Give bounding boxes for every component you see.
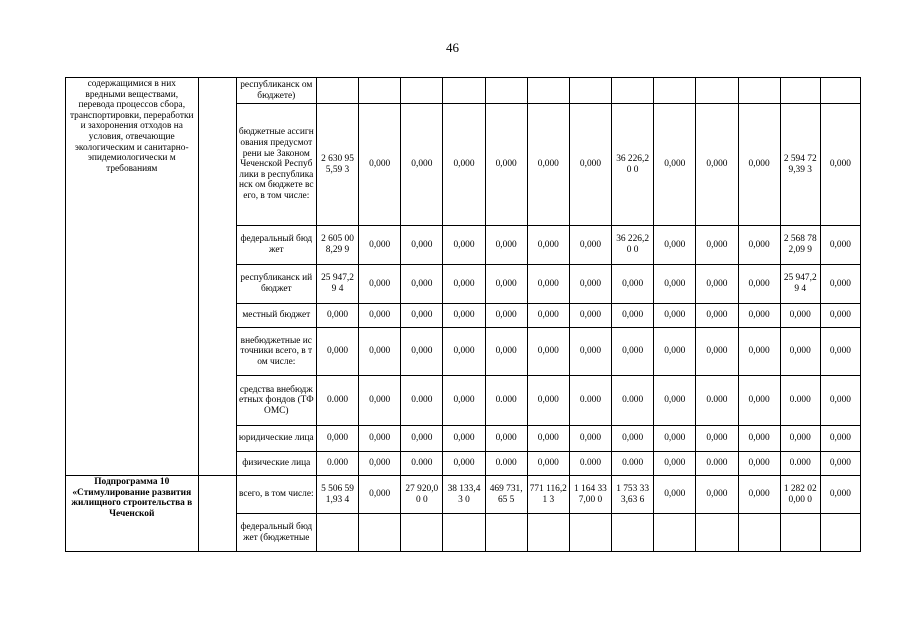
- value-cell: 0,000: [316, 426, 358, 452]
- value-cell: 0,000: [569, 104, 611, 226]
- value-cell: [820, 514, 860, 552]
- value-cell: 0,000: [738, 104, 780, 226]
- value-cell: 0,000: [820, 304, 860, 328]
- value-cell: 0,000: [359, 376, 401, 426]
- value-cell: [359, 78, 401, 104]
- funding-source-cell: республиканск ом бюджете): [236, 78, 316, 104]
- value-cell: 0,000: [485, 426, 527, 452]
- value-cell: 0,000: [820, 426, 860, 452]
- value-cell: [401, 514, 443, 552]
- value-cell: 0,000: [612, 265, 654, 304]
- value-cell: 0,000: [738, 265, 780, 304]
- value-cell: [654, 514, 696, 552]
- value-cell: 0,000: [820, 104, 860, 226]
- value-cell: 0,000: [443, 265, 485, 304]
- value-cell: [612, 514, 654, 552]
- value-cell: 0,000: [569, 226, 611, 265]
- value-cell: 0,000: [316, 328, 358, 376]
- value-cell: 0,000: [359, 304, 401, 328]
- table-row: [66, 476, 861, 514]
- value-cell: 0,000: [780, 328, 820, 376]
- value-cell: 0,000: [443, 452, 485, 476]
- value-cell: 0.000: [401, 452, 443, 476]
- value-cell: 0,000: [780, 426, 820, 452]
- value-cell: [485, 514, 527, 552]
- value-cell: 0.000: [780, 452, 820, 476]
- value-cell: [780, 78, 820, 104]
- value-cell: 0,000: [443, 104, 485, 226]
- value-cell: 0,000: [569, 265, 611, 304]
- value-cell: [738, 78, 780, 104]
- value-cell: 0,000: [527, 452, 569, 476]
- value-cell: 0,000: [820, 265, 860, 304]
- value-cell: 0,000: [612, 304, 654, 328]
- value-cell: 2 568 782,09 9: [780, 226, 820, 265]
- executor-cell: [198, 476, 236, 552]
- value-cell: 0,000: [738, 328, 780, 376]
- value-cell: 0.000: [612, 376, 654, 426]
- value-cell: 27 920,00 0: [401, 476, 443, 514]
- value-cell: [696, 514, 738, 552]
- value-cell: [316, 514, 358, 552]
- value-cell: 0,000: [696, 426, 738, 452]
- value-cell: 0,000: [738, 376, 780, 426]
- value-cell: 0,000: [654, 452, 696, 476]
- value-cell: 2 630 955,59 3: [316, 104, 358, 226]
- value-cell: 0,000: [654, 328, 696, 376]
- funding-source-cell: средства внебюджетных фондов (ТФОМС): [236, 376, 316, 426]
- value-cell: 0.000: [696, 376, 738, 426]
- value-cell: 0,000: [485, 104, 527, 226]
- value-cell: 0,000: [527, 265, 569, 304]
- value-cell: 0,000: [485, 328, 527, 376]
- value-cell: 0,000: [443, 426, 485, 452]
- value-cell: 0,000: [738, 476, 780, 514]
- value-cell: 25 947,29 4: [316, 265, 358, 304]
- value-cell: 0,000: [696, 265, 738, 304]
- value-cell: 0,000: [654, 426, 696, 452]
- value-cell: 0,000: [359, 476, 401, 514]
- value-cell: 38 133,43 0: [443, 476, 485, 514]
- value-cell: 0,000: [485, 265, 527, 304]
- value-cell: 0,000: [738, 226, 780, 265]
- value-cell: 1 164 337,00 0: [569, 476, 611, 514]
- value-cell: 0,000: [359, 265, 401, 304]
- value-cell: 0,000: [527, 328, 569, 376]
- value-cell: 0,000: [569, 304, 611, 328]
- value-cell: 0,000: [359, 426, 401, 452]
- value-cell: [569, 78, 611, 104]
- value-cell: 0,000: [654, 304, 696, 328]
- value-cell: 0,000: [401, 426, 443, 452]
- value-cell: 1 753 333,63 6: [612, 476, 654, 514]
- value-cell: 5 506 591,93 4: [316, 476, 358, 514]
- funding-source-cell: республиканск ий бюджет: [236, 265, 316, 304]
- value-cell: 2 594 729,39 3: [780, 104, 820, 226]
- value-cell: 0.000: [569, 452, 611, 476]
- value-cell: [359, 514, 401, 552]
- value-cell: [527, 78, 569, 104]
- value-cell: 0,000: [401, 265, 443, 304]
- value-cell: 0,000: [569, 426, 611, 452]
- value-cell: 0,000: [696, 104, 738, 226]
- value-cell: [569, 514, 611, 552]
- value-cell: [654, 78, 696, 104]
- table-row: [66, 78, 861, 104]
- value-cell: 0.000: [485, 376, 527, 426]
- value-cell: 0.000: [780, 376, 820, 426]
- value-cell: [820, 78, 860, 104]
- value-cell: [696, 78, 738, 104]
- funding-source-cell: всего, в том числе:: [236, 476, 316, 514]
- value-cell: [527, 514, 569, 552]
- page-number: 46: [446, 40, 459, 55]
- funding-source-cell: федеральный бюджет: [236, 226, 316, 265]
- value-cell: 0,000: [696, 226, 738, 265]
- value-cell: 2 605 008,29 9: [316, 226, 358, 265]
- value-cell: 0,000: [820, 476, 860, 514]
- value-cell: 0,000: [654, 476, 696, 514]
- funding-source-cell: бюджетные ассигнования предусмотрени ые Законом Чеченской Республики в республиканск ом бюджете всего, в том числе:: [236, 104, 316, 226]
- funding-source-cell: федеральный бюджет (бюджетные: [236, 514, 316, 552]
- value-cell: 0,000: [654, 104, 696, 226]
- value-cell: [738, 514, 780, 552]
- value-cell: 0.000: [612, 452, 654, 476]
- value-cell: 0,000: [738, 452, 780, 476]
- value-cell: 0,000: [401, 304, 443, 328]
- value-cell: 0,000: [738, 304, 780, 328]
- value-cell: [612, 78, 654, 104]
- value-cell: [316, 78, 358, 104]
- value-cell: 469 731,65 5: [485, 476, 527, 514]
- value-cell: 0,000: [696, 304, 738, 328]
- funding-source-cell: внебюджетные источники всего, в том числе:: [236, 328, 316, 376]
- value-cell: 771 116,21 3: [527, 476, 569, 514]
- value-cell: 0.000: [485, 452, 527, 476]
- value-cell: 0,000: [820, 226, 860, 265]
- value-cell: 0,000: [443, 328, 485, 376]
- value-cell: 0,000: [359, 226, 401, 265]
- value-cell: 0,000: [443, 376, 485, 426]
- funding-source-cell: юридические лица: [236, 426, 316, 452]
- value-cell: 0.000: [401, 376, 443, 426]
- value-cell: 36 226,20 0: [612, 226, 654, 265]
- funding-source-cell: физические лица: [236, 452, 316, 476]
- value-cell: 0,000: [359, 104, 401, 226]
- value-cell: 0.000: [316, 452, 358, 476]
- value-cell: 0,000: [401, 226, 443, 265]
- value-cell: [401, 78, 443, 104]
- value-cell: 0,000: [820, 376, 860, 426]
- value-cell: 0,000: [696, 328, 738, 376]
- value-cell: 0,000: [654, 376, 696, 426]
- value-cell: 0,000: [654, 265, 696, 304]
- value-cell: [443, 514, 485, 552]
- value-cell: 0,000: [527, 376, 569, 426]
- value-cell: [485, 78, 527, 104]
- program-name-cell: содержащимися в них вредными веществами, перевода процессов сбора, транспортировки, переработки и захоронения отходов на условия, отвечающие экологическим и санитарно-эпидемиологически м требованиям: [66, 78, 199, 476]
- value-cell: 0,000: [696, 476, 738, 514]
- value-cell: [443, 78, 485, 104]
- value-cell: 25 947,29 4: [780, 265, 820, 304]
- value-cell: 0,000: [527, 226, 569, 265]
- value-cell: 0,000: [401, 328, 443, 376]
- value-cell: 0,000: [820, 328, 860, 376]
- budget-table: [65, 77, 861, 552]
- value-cell: 0,000: [443, 304, 485, 328]
- value-cell: 0,000: [443, 226, 485, 265]
- value-cell: [780, 514, 820, 552]
- value-cell: 0.000: [316, 376, 358, 426]
- value-cell: 36 226,20 0: [612, 104, 654, 226]
- value-cell: 0,000: [359, 452, 401, 476]
- value-cell: 0,000: [485, 226, 527, 265]
- value-cell: 0,000: [654, 226, 696, 265]
- value-cell: 0,000: [780, 304, 820, 328]
- value-cell: 0,000: [359, 328, 401, 376]
- value-cell: 0,000: [485, 304, 527, 328]
- value-cell: 0,000: [527, 104, 569, 226]
- value-cell: 1 282 020,00 0: [780, 476, 820, 514]
- value-cell: 0,000: [401, 104, 443, 226]
- program-name-cell: Подпрограмма 10 «Стимулирование развития жилищного строительства в Чеченской: [66, 476, 199, 552]
- value-cell: 0,000: [527, 304, 569, 328]
- value-cell: 0,000: [612, 426, 654, 452]
- executor-cell: [198, 78, 236, 476]
- value-cell: 0,000: [527, 426, 569, 452]
- value-cell: 0,000: [820, 452, 860, 476]
- value-cell: 0,000: [569, 328, 611, 376]
- value-cell: 0,000: [316, 304, 358, 328]
- value-cell: 0.000: [696, 452, 738, 476]
- value-cell: 0,000: [738, 426, 780, 452]
- funding-source-cell: местный бюджет: [236, 304, 316, 328]
- value-cell: 0,000: [612, 328, 654, 376]
- value-cell: 0.000: [569, 376, 611, 426]
